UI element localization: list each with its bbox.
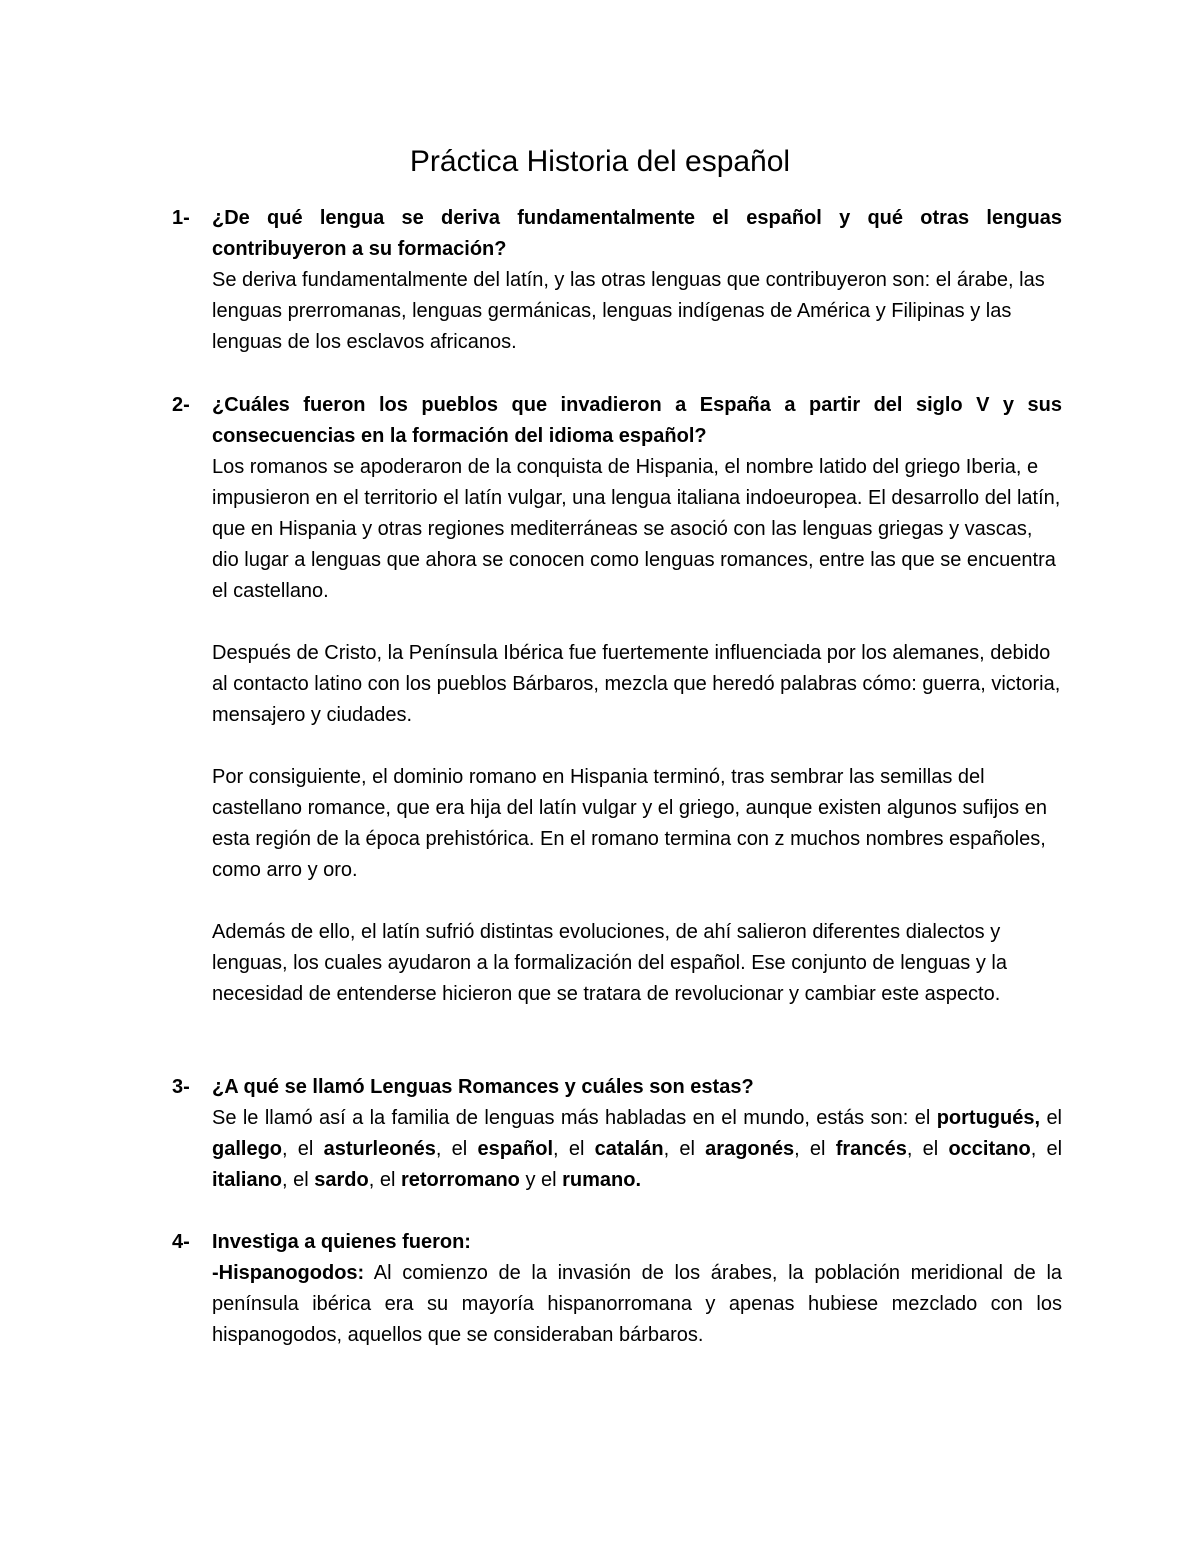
question-4-text: Investiga a quienes fueron: bbox=[212, 1231, 471, 1253]
language-aragones: aragonés bbox=[705, 1138, 795, 1160]
answer-2-paragraph-4: Además de ello, el latín sufrió distintas evoluciones, de ahí salieron diferentes dialectos y lenguas, los cuales ayudaron a la formalización del español. Ese conjunto de lenguas y la necesidad de entenderse hicieron que se tratara de revolucionar y cambiar este aspecto. bbox=[212, 921, 1007, 1005]
answer-2-paragraph-1: Los romanos se apoderaron de la conquista de Hispania, el nombre latido del griego Iberia, e impusieron en el territorio el latín vulgar, una lengua italiana indoeuropea. El desarrollo del latín, que en Hispania y otras regiones mediterráneas se asoció con las lenguas griegas y vascas, dio lugar a lenguas que ahora se conocen como lenguas romances, entre las que se encuentra el castellano. bbox=[212, 456, 1061, 602]
language-sardo: sardo bbox=[314, 1169, 369, 1191]
language-retorromano: retorromano bbox=[400, 1169, 520, 1191]
language-occitano: occitano bbox=[948, 1138, 1031, 1160]
answer-2-paragraph-3: Por consiguiente, el dominio romano en Hispania terminó, tras sembrar las semillas del castellano romance, que era hija del latín vulgar y el griego, aunque existen algunos sufijos en esta región de la época prehistórica. En el romano termina con z muchos nombres españoles, como arro y oro. bbox=[212, 766, 1047, 881]
question-4-number: 4- bbox=[172, 1231, 190, 1253]
answer-1-text: Se deriva fundamentalmente del latín, y las otras lenguas que contribuyeron son: el árabe, las lenguas prerromanas, lenguas germánicas, lenguas indígenas de América y Filipinas y las lenguas de los esclavos africanos. bbox=[212, 269, 1045, 353]
language-italiano: italiano bbox=[212, 1169, 283, 1191]
answer-4-text bbox=[212, 1258, 1062, 1351]
language-asturleones: asturleonés bbox=[323, 1138, 436, 1160]
answer-2-paragraph-2: Después de Cristo, la Península Ibérica fue fuertemente influenciada por los alemanes, debido al contacto latino con los pueblos Bárbaros, mezcla que heredó palabras cómo: guerra, victoria, mensajero y ciudades. bbox=[212, 642, 1061, 726]
language-rumano: rumano. bbox=[562, 1169, 642, 1191]
definition-hispanogodos: Al comienzo de la invasión de los árabes, la población meridional de la península ibérica era su mayoría hispanorromana y apenas hubiese mezclado con los hispanogodos, aquellos que se consideraban bárbaros. bbox=[212, 1262, 1063, 1346]
question-2-text: ¿Cuáles fueron los pueblos que invadieron a España a partir del siglo V y sus consecuencias en la formación del idioma español? bbox=[212, 394, 1062, 447]
language-portugues: portugués, bbox=[936, 1107, 1041, 1129]
question-1-number: 1- bbox=[172, 207, 190, 229]
question-2-number: 2- bbox=[172, 394, 190, 416]
question-3-text: ¿A qué se llamó Lenguas Romances y cuáles son estas? bbox=[212, 1076, 754, 1098]
question-3-number: 3- bbox=[172, 1076, 190, 1098]
answer-3-text: Se le llamó así a la familia de lenguas más habladas en el mundo, estás son: el portugués, el gallego, el asturleonés, el español, el catalán, el aragonés, el francés, el occitano, el italiano, el sardo, el retorromano y el rumano. bbox=[212, 1107, 1063, 1191]
term-hispanogodos: -Hispanogodos: bbox=[212, 1262, 365, 1284]
language-frances: francés bbox=[835, 1138, 907, 1160]
question-1-text: ¿De qué lengua se deriva fundamentalmente el español y qué otras lenguas contribuyeron a su formación? bbox=[212, 207, 1062, 260]
page-title: Práctica Historia del español bbox=[409, 145, 791, 178]
language-catalan: catalán bbox=[594, 1138, 664, 1160]
language-espanol: español bbox=[477, 1138, 554, 1160]
language-gallego: gallego bbox=[212, 1138, 283, 1160]
answer-3-intro: Se le llamó así a la familia de lenguas más habladas en el mundo, estás son: el bbox=[212, 1107, 931, 1129]
